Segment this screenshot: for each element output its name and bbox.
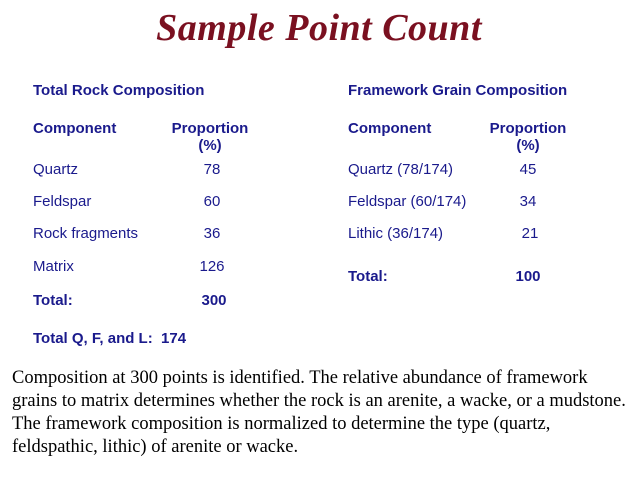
left-row-component: Matrix [33,258,74,275]
right-row-component: Quartz (78/174) [348,161,454,178]
left-row-value: 126 [199,258,225,275]
right-table-heading: Framework Grain Composition [348,82,568,99]
page-title: Sample Point Count [156,7,482,49]
right-component-header: Component [348,120,432,137]
left-row-component: Rock fragments [33,225,139,242]
right-row-value: 21 [521,225,539,242]
left-proportion-header-line1: Proportion [171,120,249,137]
right-total-value: 100 [515,268,541,285]
left-row-value: 78 [203,161,221,178]
right-proportion-header-line2: (%) [516,137,540,154]
right-proportion-header-line1: Proportion [489,120,567,137]
right-total-label: Total: [348,268,388,285]
left-row-component: Feldspar [33,193,92,210]
right-row-component: Lithic (36/174) [348,225,444,242]
left-proportion-header [160,120,260,154]
right-row-value: 45 [519,161,537,178]
left-table-heading: Total Rock Composition [33,82,205,99]
left-row-value: 36 [203,225,221,242]
right-row-value: 34 [519,193,537,210]
left-component-header: Component [33,120,117,137]
left-total-label: Total: [33,292,73,309]
left-proportion-header-line2: (%) [198,137,222,154]
left-row-component: Quartz [33,161,79,178]
qfl-summary: Total Q, F, and L: 174 [33,330,187,347]
left-total-value: 300 [201,292,227,309]
description-paragraph: Composition at 300 points is identified. The relative abundance of framework grains to matrix determines whether the rock is an arenite, a wacke, or a mudstone. The framework composition is normalized to determine the type (quartz, feldspathic, lithic) of arenite or wacke. [12,368,626,457]
right-row-component: Feldspar (60/174) [348,193,467,210]
right-proportion-header [478,120,578,154]
left-row-value: 60 [203,193,221,210]
